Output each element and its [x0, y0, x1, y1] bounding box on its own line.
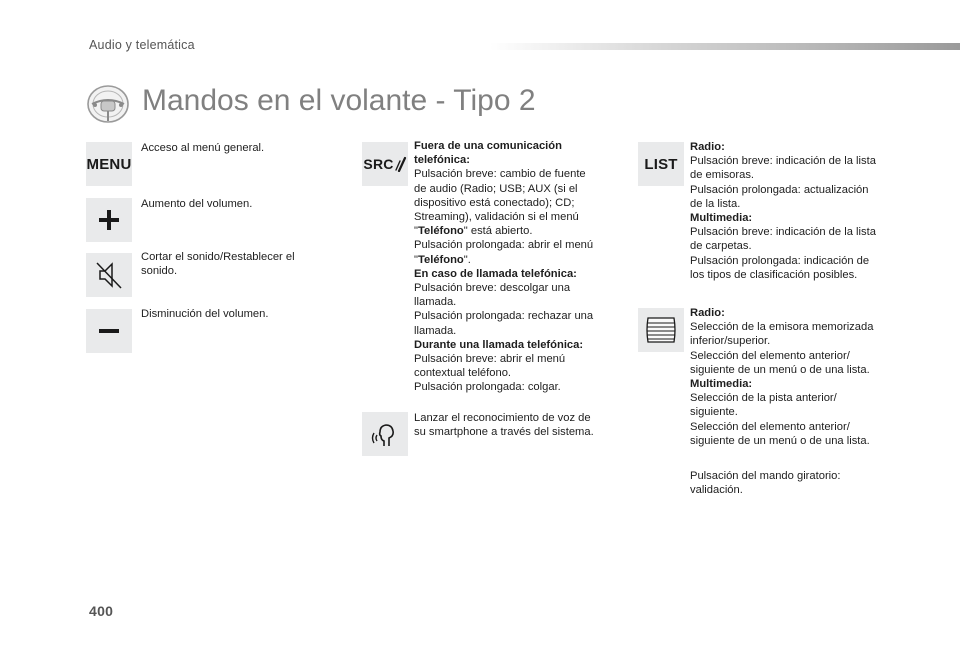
- list-button[interactable]: [638, 142, 684, 186]
- menu-button[interactable]: [86, 142, 132, 186]
- menu-button-label: MENU: [86, 155, 132, 173]
- mute-button[interactable]: [86, 253, 132, 297]
- list-description: Radio: Pulsación breve: indicación de la lista de emisoras. Pulsación prolongada: actualización de la lista. Multimedia: Pulsación breve: indicación de la lista de carpetas. Pulsación prolongada: indicación de los tipos de clasificación posibles.: [690, 141, 876, 281]
- thumbwheel-description: Radio: Selección de la emisora memorizada inferior/superior. Selección del elemento anterior/ siguiente de un menú o de una lista. Multimedia: Selección de la pista anterior/ siguiente. Selección del elemento anterior/ siguiente de un menú o de una lista.: [690, 307, 874, 447]
- thumbwheel-button[interactable]: [638, 308, 684, 352]
- minus-icon: [97, 319, 121, 343]
- volume-down-button[interactable]: [86, 309, 132, 353]
- phone-slash-icon: [395, 156, 407, 172]
- page-title: Mandos en el volante - Tipo 2: [142, 84, 536, 117]
- thumbwheel-icon: [646, 316, 676, 344]
- volume-up-button[interactable]: [86, 198, 132, 242]
- mute-speaker-icon: [95, 260, 123, 290]
- volume-down-description: Disminución del volumen.: [141, 308, 269, 320]
- mute-description: Cortar el sonido/Restablecer el sonido.: [141, 251, 295, 278]
- volume-up-description: Aumento del volumen.: [141, 198, 253, 210]
- menu-description: Acceso al menú general.: [141, 142, 265, 154]
- voice-recognition-icon: [370, 419, 400, 449]
- src-description: Fuera de una comunicación telefónica: Pulsación breve: cambio de fuente de audio (Radio; USB; AUX (si el dispositivo está conectado); CD; Streaming), validación si el menú "Teléfono" está abierto. Pulsación prolongada: abrir el menú "Teléfono". En caso de llamada telefónica: Pulsación breve: descolgar una llamada. Pulsación prolongada: rechazar una llamada. Durante una llamada telefónica: Pulsación breve: abrir el menú contextual teléfono. Pulsación prolongada: colgar.: [414, 140, 594, 394]
- src-button-label: SRC: [363, 156, 394, 172]
- thumbwheel-press-description: Pulsación del mando giratorio: validación.: [690, 470, 841, 497]
- plus-icon: [97, 208, 121, 232]
- section-header: Audio y telemática: [89, 38, 195, 52]
- steering-wheel-icon: [86, 84, 130, 124]
- page-number: 400: [89, 603, 114, 619]
- header-gradient-bar: [490, 43, 960, 50]
- voice-command-description: Lanzar el reconocimiento de voz de su smartphone a través del sistema.: [414, 412, 594, 439]
- voice-command-button[interactable]: [362, 412, 408, 456]
- list-button-label: LIST: [644, 155, 678, 173]
- src-button[interactable]: [362, 142, 408, 186]
